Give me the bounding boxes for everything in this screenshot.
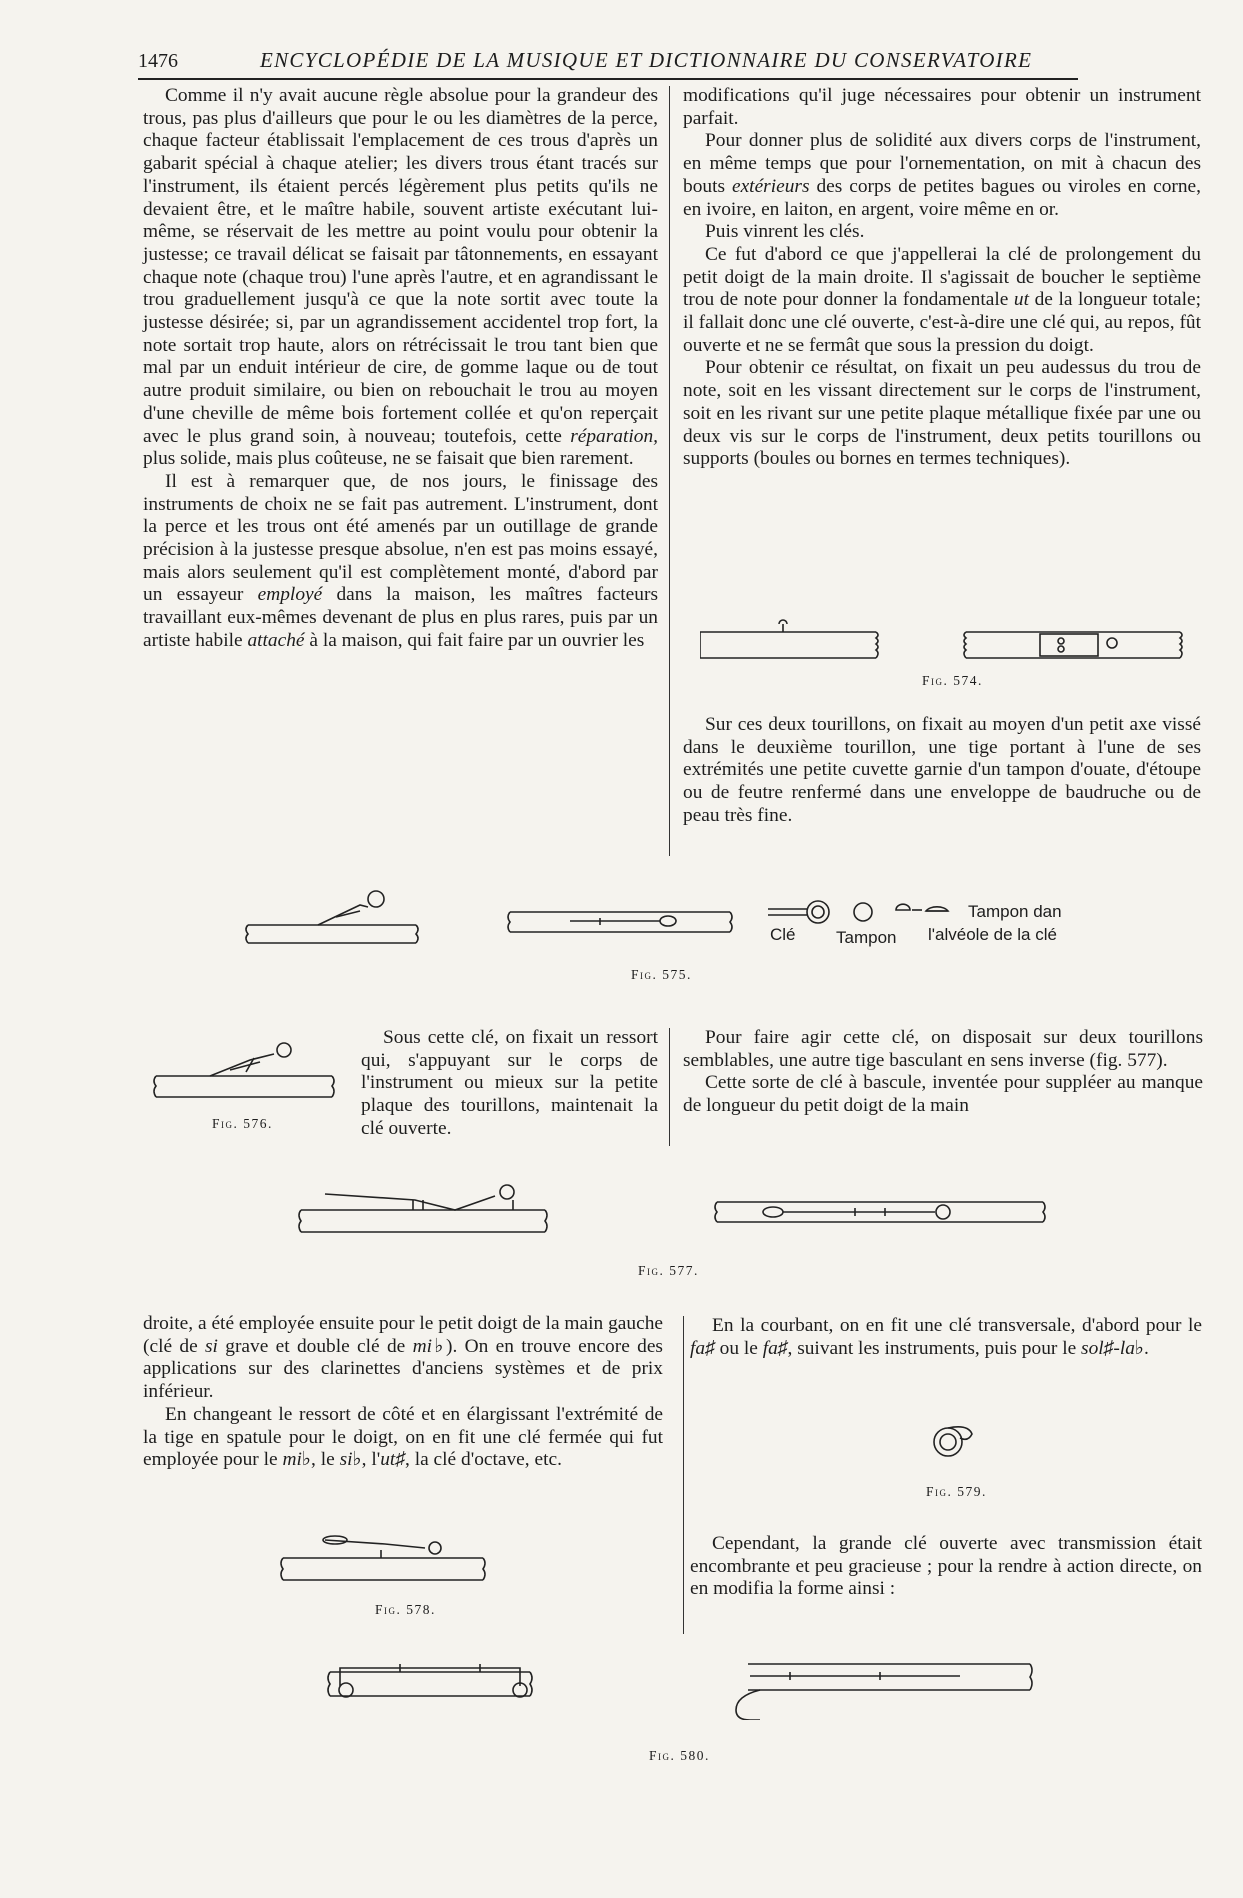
bottom-right-column — [690, 1315, 1202, 1360]
figure-574-caption: Fig. 574. — [922, 673, 983, 688]
label-tampon-dans: Tampon dan — [968, 902, 1062, 921]
page-header — [138, 44, 1078, 80]
paragraph: Pour donner plus de solidité aux divers corps de l'instrument, en même temps que pour l'ornementation, on mit à chacun des bouts extérieurs des corps de petites bagues ou viroles en corne, en ivoire, en laiton, en argent, voire même en or. — [683, 130, 1201, 220]
figure-579-drawing — [920, 1410, 980, 1470]
column-divider — [683, 1316, 684, 1634]
paragraph: En changeant le ressort de côté et en élargissant l'extrémité de la tige en spatule pour le doigt, on en fit une clé fermée qui fut employée pour le mi♭, le si♭, l'ut♯, la clé d'octave, etc. — [143, 1403, 663, 1471]
figure-574 — [700, 612, 1190, 672]
paragraph: Puis vinrent les clés. — [705, 221, 865, 243]
paragraph: Sur ces deux tourillons, on fixait au moyen d'un petit axe vissé dans le deuxième tourillon, une tige portant à l'une de ses extrémités une petite cuvette garnie d'un tampon d'ouate, d'étoupe ou de feutre renfermé dans une enveloppe de baudruche ou de peau très fine. — [683, 714, 1201, 826]
figure-577-drawing — [295, 1180, 1055, 1240]
mid-right-column — [683, 1027, 1203, 1118]
label-tampon: Tampon — [836, 928, 897, 947]
bottom-right-column-continued — [690, 1533, 1202, 1601]
figure-580-caption: Fig. 580. — [649, 1748, 710, 1763]
paragraph: Cependant, la grande clé ouverte avec transmission était encombrante et peu gracieuse ; pour la rendre à action directe, on en modifia la forme ainsi : — [690, 1533, 1202, 1600]
figure-580 — [320, 1650, 1040, 1720]
bottom-left-column — [143, 1313, 663, 1472]
paragraph: modifications qu'il juge nécessaires pour obtenir un instrument parfait. — [683, 85, 1201, 129]
figure-578-caption: Fig. 578. — [375, 1602, 436, 1617]
figure-575-caption: Fig. 575. — [631, 967, 692, 982]
figure-578 — [275, 1528, 495, 1588]
figure-579 — [920, 1410, 980, 1470]
paragraph: Pour faire agir cette clé, on disposait sur deux tourillons semblables, une autre tige basculant en sens inverse (fig. 577). — [683, 1027, 1203, 1071]
paragraph: Pour obtenir ce résultat, on fixait un peu audessus du trou de note, soit en les vissant directement sur le corps de l'instrument, soit en les rivant sur une petite plaque métallique fixée par une ou deux vis sur le corps de l'instrument, deux petits tourillons ou supports (boules ou bornes en termes techniques). — [683, 357, 1201, 470]
paragraph: Sous cette clé, on fixait un ressort qui, s'appuyant sur le corps de l'instrument ou mieux sur la petite plaque des tourillons, maintenait la clé ouverte. — [361, 1027, 658, 1139]
right-column-continued — [683, 714, 1201, 828]
paragraph: Il est à remarquer que, de nos jours, le finissage des instruments de choix ne se fait pas autrement. L'instrument, dont la perce et les trous ont été amenés par un outillage de grande précision à la justesse presque absolue, n'en est pas moins essayé, mais alors seulement qu'il est complètement monté, d'abord par un essayeur employé dans la maison, les maîtres facteurs travaillant eux-mêmes devenant de plus en plus rares, puis par un artiste habile attaché à la maison, qui fait faire par un ouvrier les — [143, 470, 658, 651]
page-number: 1476 — [138, 50, 178, 72]
paragraph: Ce fut d'abord ce que j'appellerai la clé de prolongement du petit doigt de la main droite. Il s'agissait de boucher le septième trou de note pour donner la fondamentale ut de la longueur totale; il fallait donc une clé ouverte, c'est-à-dire une clé qui, au repos, fût ouverte et ne se fermât que sous la pression du doigt. — [683, 243, 1201, 356]
figure-576 — [150, 1040, 340, 1100]
figure-578-drawing — [275, 1528, 495, 1588]
label-cle: Clé — [770, 925, 796, 944]
column-divider — [669, 1028, 670, 1146]
running-title: ENCYCLOPÉDIE DE LA MUSIQUE ET DICTIONNAIRE DU CONSERVATOIRE — [260, 48, 1033, 72]
figure-575 — [240, 885, 1240, 945]
figure-577-caption: Fig. 577. — [638, 1263, 699, 1278]
paragraph: droite, a été employée ensuite pour le petit doigt de la main gauche (clé de si grave et double clé de mi♭). On en trouve encore des applications sur des clarinettes d'anciens systèmes et de prix inférieur. — [143, 1313, 663, 1403]
right-column-top — [683, 85, 1201, 471]
figure-575-drawing — [240, 885, 1240, 945]
column-divider — [669, 86, 670, 856]
paragraph: En la courbant, on en fit une clé transversale, d'abord pour le fa♯ ou le fa♯, suivant les instruments, puis pour le sol♯-la♭. — [690, 1315, 1202, 1359]
label-alveole: l'alvéole de la clé — [928, 925, 1057, 944]
figure-577 — [295, 1180, 1055, 1240]
paragraph: Comme il n'y avait aucune règle absolue pour la grandeur des trous, pas plus d'ailleurs que pour le ou les diamètres de la perce, chaque facteur établissait l'emplacement de ces trous d'après un gabarit spécial à chaque atelier; les divers trous étant tracés sur l'instrument, ils étaient percés légèrement plus petits qu'ils ne devaient être, et le maître habile, souvent artiste exécutant lui-même, se réservait de les mettre au point voulu pour obtenir la justesse; ce travail délicat se faisait par tâtonnements, en essayant chaque note (chaque trou) l'une après l'autre, et en agrandissant le trou graduellement jusqu'à ce que la note sortit avec toute la justesse désirée; si, par un agrandissement accidentel trop fort, la note sortait trop haute, alors on rétrécissait le trou tant bien que mal par un enduit intérieur de cire, de gomme laque ou de tout autre produit similaire, ou bien on rebouchait le trou au moyen d'une cheville de même bois fortement collée et qu'on reperçait avec le plus grand soin, à nouveau; toutefois, cette réparation, plus solide, mais plus coûteuse, ne se faisait que bien rarement. — [143, 85, 658, 470]
figure-580-drawing — [320, 1650, 1040, 1720]
figure-576-text — [361, 1027, 658, 1141]
figure-574-drawing — [700, 612, 1190, 672]
figure-576-caption: Fig. 576. — [212, 1116, 273, 1131]
left-column-top — [143, 85, 658, 653]
paragraph: Cette sorte de clé à bascule, inventée pour suppléer au manque de longueur du petit doigt de la main — [683, 1072, 1203, 1117]
figure-579-caption: Fig. 579. — [926, 1484, 987, 1499]
figure-576-drawing — [150, 1040, 340, 1100]
